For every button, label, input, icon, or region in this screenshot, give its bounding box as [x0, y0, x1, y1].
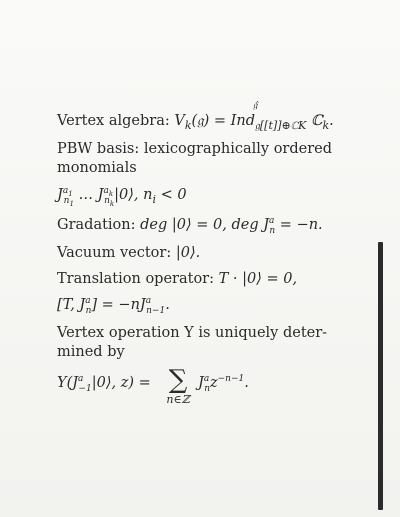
translation-formula: T · |0⟩ = 0, [218, 271, 298, 287]
gradation-line [57, 216, 323, 236]
vertex-algebra-formula: $V_k(𝔤)$ = Ind 𝔤̂ $_{𝔤[[t]]\oplus ℂK}$ ℂ$_k$. [174, 100, 334, 132]
vacuum-line [57, 244, 200, 262]
gradation-formula: deg |0⟩ = 0, deg $J^a_n = -n$. [140, 216, 323, 236]
vertex-operation-formula-rhs: $J^a_nz^{-n-1}$. [198, 374, 249, 394]
vacuum-label: Vacuum vector: [57, 245, 172, 261]
vertex-operation-formula-lhs: $Y(J^a_{-1}|0⟩$, z) = [57, 374, 151, 394]
translation-label: Translation operator: [57, 271, 214, 287]
gradation-label: Gradation: [57, 217, 136, 233]
vertex-algebra-label: Vertex algebra: [57, 113, 170, 129]
pbw-line-1: PBW basis: lexicographically ordered [57, 141, 333, 157]
vertex-algebra-line [57, 100, 334, 135]
pbw-line-2: monomials [57, 160, 137, 176]
sum-symbol: ∑ n∈ℤ [166, 365, 190, 406]
scrollbar[interactable] [378, 242, 383, 510]
vertex-operation-line-2: mined by [57, 344, 125, 360]
vacuum-formula: |0⟩. [175, 245, 201, 261]
pbw-monomial-formula: $J^{a_1}_{n_1}$ … $J^{a_k}_{n_k}|0⟩$, $n_i < 0$ [57, 186, 187, 208]
vertex-operation-line-1: Vertex operation Y is uniquely deter- [57, 325, 328, 341]
translation-commutator-formula: [T, $J^a_n] = -nJ^a_{n-1}$. [57, 296, 170, 316]
translation-line [57, 270, 297, 288]
